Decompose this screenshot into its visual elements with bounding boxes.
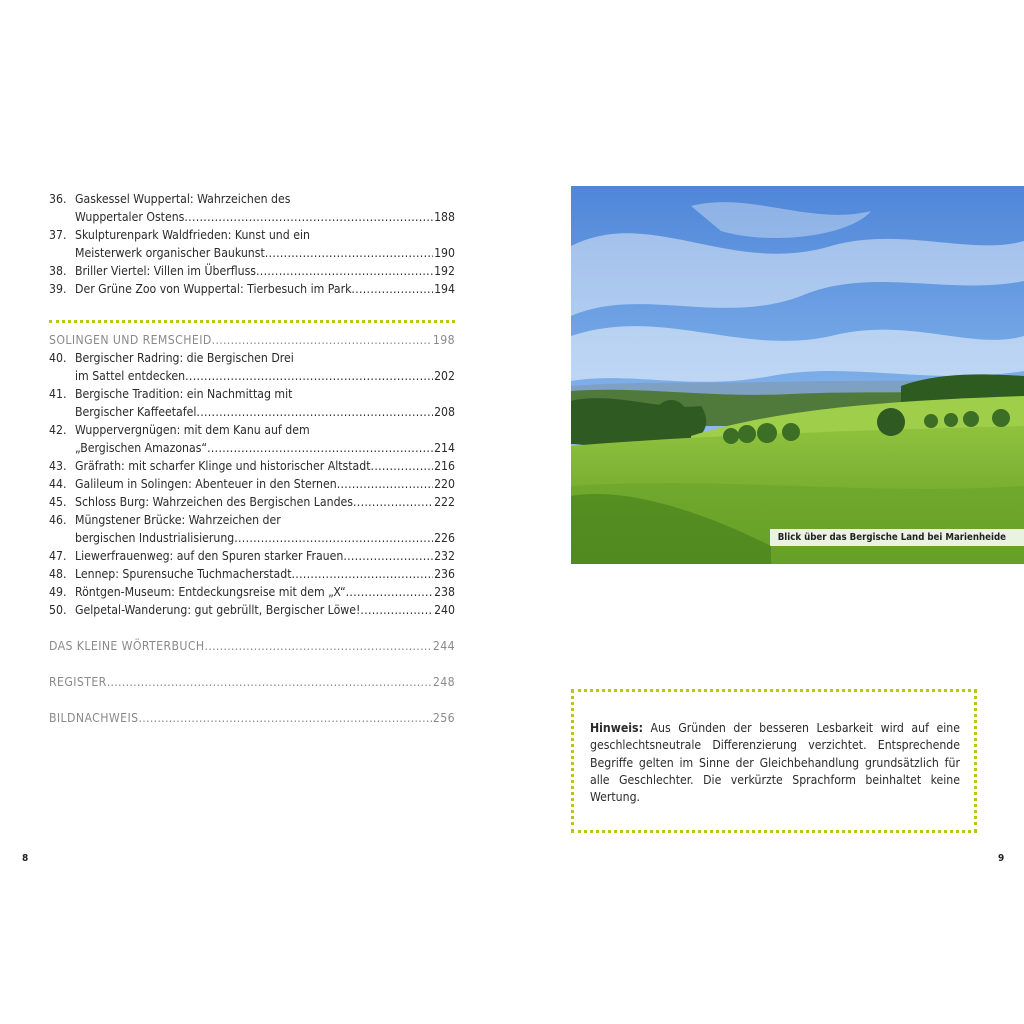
entry-title-line: Bergischer Kaffeetafel — [75, 405, 197, 419]
note-text: Aus Gründen der besseren Lesbarkeit wird auf eine geschlechtsneutrale Differenzierung verzichtet. Entsprechende Begriffe gelten im Sinne der Gleichbehandlung grundsätzlich für alle Geschlechter. Die verkürzte Sprachform beinhaltet keine Wertung. — [590, 721, 961, 805]
toc-group-solingen — [49, 349, 455, 619]
entry-title-line: bergischen Industrialisierung — [75, 531, 235, 545]
toc-entry[interactable] — [49, 349, 455, 385]
section-page: 248 — [432, 675, 455, 689]
section-label: SOLINGEN UND REMSCHEID — [49, 333, 212, 347]
toc-entry[interactable] — [49, 583, 455, 601]
dot-leader — [107, 673, 432, 691]
entry-number: 47. — [49, 549, 67, 563]
entry-title-line: Galileum in Solingen: Abenteuer in den Sternen — [75, 477, 337, 491]
dot-leader — [343, 547, 433, 565]
entry-page: 220 — [434, 477, 455, 491]
toc-section-bildnachweis[interactable] — [49, 709, 455, 727]
section-label: BILDNACHWEIS — [49, 711, 139, 725]
entry-page: 188 — [434, 210, 455, 224]
photo-caption: Blick über das Bergische Land bei Marienheide — [770, 529, 1024, 546]
entry-number: 40. — [49, 351, 67, 365]
entry-page: 236 — [434, 567, 455, 581]
entry-page: 214 — [434, 441, 455, 455]
dot-leader — [234, 529, 433, 547]
section-page: 198 — [432, 333, 455, 347]
entry-number: 37. — [49, 228, 67, 242]
entry-title-line: Wuppertaler Ostens — [75, 210, 185, 224]
entry-title-line: Röntgen-Museum: Entdeckungsreise mit dem „X“ — [75, 585, 346, 599]
toc-entry[interactable] — [49, 226, 455, 262]
section-page: 256 — [432, 711, 455, 725]
entry-number: 42. — [49, 423, 67, 437]
toc-group-wuppertal — [49, 190, 455, 298]
toc-entry[interactable] — [49, 421, 455, 457]
dot-leader — [205, 637, 432, 655]
dotted-divider — [49, 320, 455, 323]
dot-leader — [351, 280, 433, 298]
entry-page: 208 — [434, 405, 455, 419]
entry-title-line: Der Grüne Zoo von Wuppertal: Tierbesuch im Park — [75, 282, 352, 296]
toc-entry[interactable] — [49, 565, 455, 583]
dot-leader — [185, 367, 433, 385]
toc-entry[interactable] — [49, 457, 455, 475]
entry-number: 48. — [49, 567, 67, 581]
entry-page: 222 — [434, 495, 455, 509]
landscape-illustration — [571, 186, 1024, 564]
toc-entry[interactable] — [49, 493, 455, 511]
dot-leader — [138, 709, 431, 727]
note-title: Hinweis: — [590, 721, 643, 735]
entry-title-line: Gaskessel Wuppertal: Wahrzeichen des — [75, 192, 291, 206]
landscape-photo — [571, 186, 1024, 564]
entry-title-line: Müngstener Brücke: Wahrzeichen der — [75, 513, 281, 527]
toc-entry[interactable] — [49, 190, 455, 226]
toc-entry[interactable] — [49, 475, 455, 493]
dot-leader — [265, 244, 433, 262]
dot-leader — [207, 439, 433, 457]
section-label: DAS KLEINE WÖRTERBUCH — [49, 639, 205, 653]
dot-leader — [212, 331, 432, 349]
toc-entry[interactable] — [49, 547, 455, 565]
page-number-right: 9 — [998, 853, 1005, 864]
toc-section-register[interactable] — [49, 673, 455, 691]
entry-title-line: Wuppervergnügen: mit dem Kanu auf dem — [75, 423, 310, 437]
entry-page: 202 — [434, 369, 455, 383]
toc-section-solingen[interactable] — [49, 331, 455, 349]
entry-title-line: „Bergischen Amazonas“ — [75, 441, 208, 455]
entry-title-line: im Sattel entdecken — [75, 369, 186, 383]
entry-page: 232 — [434, 549, 455, 563]
toc-entry[interactable] — [49, 385, 455, 421]
toc-entry[interactable] — [49, 511, 455, 547]
entry-number: 38. — [49, 264, 67, 278]
entry-title-line: Gräfrath: mit scharfer Klinge und historischer Altstadt — [75, 459, 371, 473]
entry-title-line: Gelpetal-Wanderung: gut gebrüllt, Bergischer Löwe! — [75, 603, 361, 617]
entry-title-line: Lennep: Spurensuche Tuchmacherstadt — [75, 567, 292, 581]
dot-leader — [371, 457, 434, 475]
toc-entry[interactable] — [49, 262, 455, 280]
entry-number: 39. — [49, 282, 67, 296]
dot-leader — [360, 601, 433, 619]
toc-entry[interactable] — [49, 280, 455, 298]
entry-title-line: Meisterwerk organischer Baukunst — [75, 246, 265, 260]
entry-title-line: Bergische Tradition: ein Nachmittag mit — [75, 387, 293, 401]
entry-page: 240 — [434, 603, 455, 617]
entry-page: 192 — [434, 264, 455, 278]
entry-page: 194 — [434, 282, 455, 296]
dot-leader — [196, 403, 433, 421]
entry-title-line: Briller Viertel: Villen im Überfluss — [75, 264, 256, 278]
section-page: 244 — [432, 639, 455, 653]
entry-number: 46. — [49, 513, 67, 527]
entry-title-line: Liewerfrauenweg: auf den Spuren starker Frauen — [75, 549, 344, 563]
entry-number: 36. — [49, 192, 67, 206]
entry-page: 226 — [434, 531, 455, 545]
entry-number: 43. — [49, 459, 67, 473]
note-box — [571, 689, 977, 833]
entry-number: 45. — [49, 495, 67, 509]
entry-page: 216 — [434, 459, 455, 473]
dot-leader — [256, 262, 433, 280]
dot-leader — [184, 208, 433, 226]
entry-number: 49. — [49, 585, 67, 599]
toc-entry[interactable] — [49, 601, 455, 619]
page-number-left: 8 — [22, 853, 29, 864]
entry-number: 41. — [49, 387, 67, 401]
table-of-contents — [49, 190, 455, 727]
entry-title-line: Schloss Burg: Wahrzeichen des Bergischen Landes — [75, 495, 353, 509]
entry-number: 44. — [49, 477, 67, 491]
entry-number: 50. — [49, 603, 67, 617]
entry-page: 190 — [434, 246, 455, 260]
dot-leader — [337, 475, 433, 493]
dot-leader — [346, 583, 433, 601]
entry-title-line: Bergischer Radring: die Bergischen Drei — [75, 351, 294, 365]
entry-page: 238 — [434, 585, 455, 599]
section-label: REGISTER — [49, 675, 107, 689]
dot-leader — [292, 565, 434, 583]
dot-leader — [353, 493, 433, 511]
toc-section-woerterbuch[interactable] — [49, 637, 455, 655]
entry-title-line: Skulpturenpark Waldfrieden: Kunst und ein — [75, 228, 310, 242]
